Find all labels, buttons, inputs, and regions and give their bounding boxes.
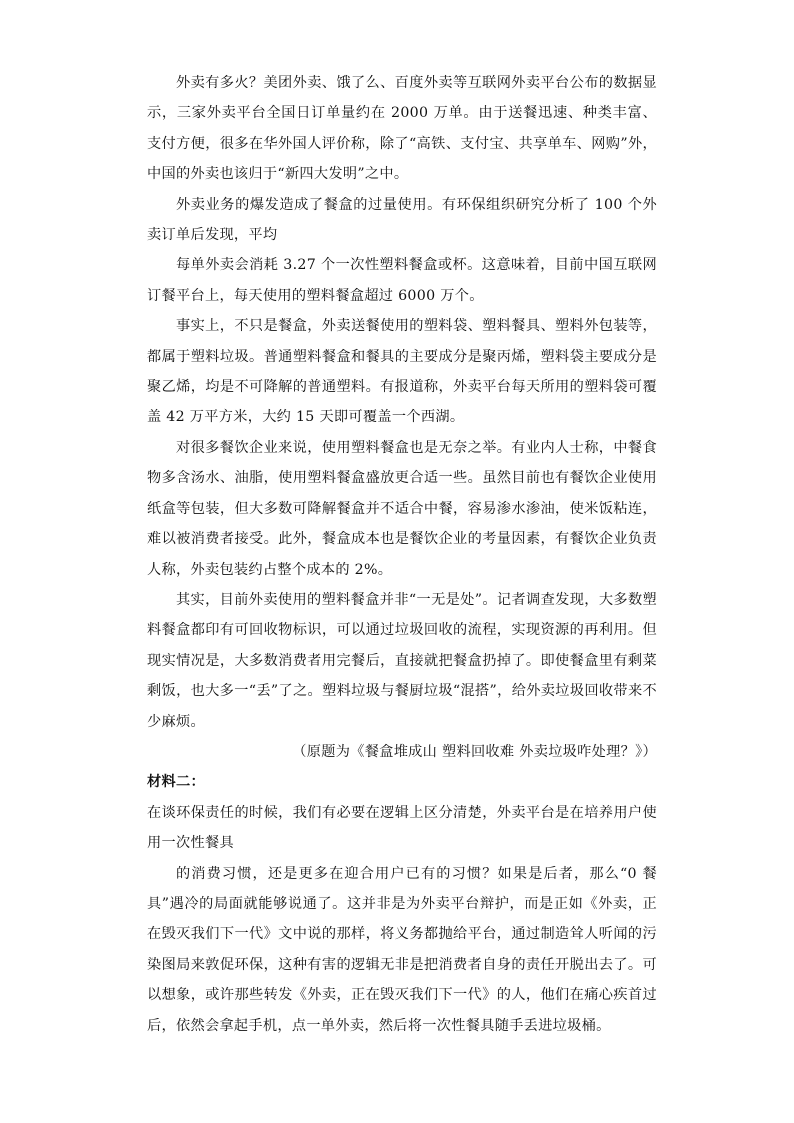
section2-paragraph-2: 的消费习惯，还是更多在迎合用户已有的习惯？如果是后者，那么“0 餐具”遇冷的局面就能够说通了。这并非是为外卖平台辩护，而是正如《外卖，正在毁灭我们下一代》文中说的那样，将义务都抛给平台，通过制造耸人听闻的污染图局来敦促环保，这种有害的逻辑无非是把消费者自身的责任开脱出去了。可以想象，或许那些转发《外卖，正在毁灭我们下一代》的人，他们在痛心疾首过后，依然会拿起手机，点一单外卖，然后将一次性餐具随手丢进垃圾桶。	[147, 865, 657, 1034]
paragraph-4: 事实上，不只是餐盒，外卖送餐使用的塑料袋、塑料餐具、塑料外包装等，都属于塑料垃圾。普通塑料餐盒和餐具的主要成分是聚丙烯，塑料袋主要成分是聚乙烯，均是不可降解的普通塑料。有报道称，外卖平台每天所用的塑料袋可覆盖 42 万平方米，大约 15 天即可覆盖一个西湖。	[147, 318, 657, 426]
source-note: （原题为《餐盒堆成山 塑料回收难 外卖垃圾咋处理？》）	[292, 743, 657, 760]
paragraph-1: 外卖有多火？美团外卖、饿了么、百度外卖等互联网外卖平台公布的数据显示，三家外卖平台全国日订单量约在 2000 万单。由于送餐迅速、种类丰富、支付方便，很多在华外国人评价称，除了“高铁、支付宝、共享单车、网购”外，中国的外卖也该归于“新四大发明”之中。	[147, 75, 657, 183]
paragraph-6: 其实，目前外卖使用的塑料餐盒并非“一无是处”。记者调查发现，大多数塑料餐盒都印有可回收物标识，可以通过垃圾回收的流程，实现资源的再利用。但现实情况是，大多数消费者用完餐后，直接就把餐盒扔掉了。即使餐盒里有剩菜剩饭，也大多一“丢”了之。塑料垃圾与餐厨垃圾“混搭”，给外卖垃圾回收带来不少麻烦。	[147, 591, 657, 730]
section-heading: 材料二：	[147, 774, 205, 791]
paragraph-5: 对很多餐饮企业来说，使用塑料餐盒也是无奈之举。有业内人士称，中餐食物多含汤水、油脂，使用塑料餐盒盛放更合适一些。虽然目前也有餐饮企业使用纸盒等包装，但大多数可降解餐盒并不适合中餐，容易渗水渗油，使米饭粘连，难以被消费者接受。此外，餐盒成本也是餐饮企业的考量因素，有餐饮企业负责人称，外卖包装约占整个成本的 2%。	[147, 439, 657, 578]
section2-paragraph-1: 在谈环保责任的时候，我们有必要在逻辑上区分清楚，外卖平台是在培养用户使用一次性餐具	[147, 804, 657, 852]
paragraph-3: 每单外卖会消耗 3.27 个一次性塑料餐盒或杯。这意味着，目前中国互联网订餐平台上，每天使用的塑料餐盒超过 6000 万个。	[147, 257, 657, 304]
paragraph-2: 外卖业务的爆发造成了餐盒的过量使用。有环保组织研究分析了 100 个外卖订单后发现，平均	[147, 196, 657, 244]
document-body	[147, 68, 657, 1041]
